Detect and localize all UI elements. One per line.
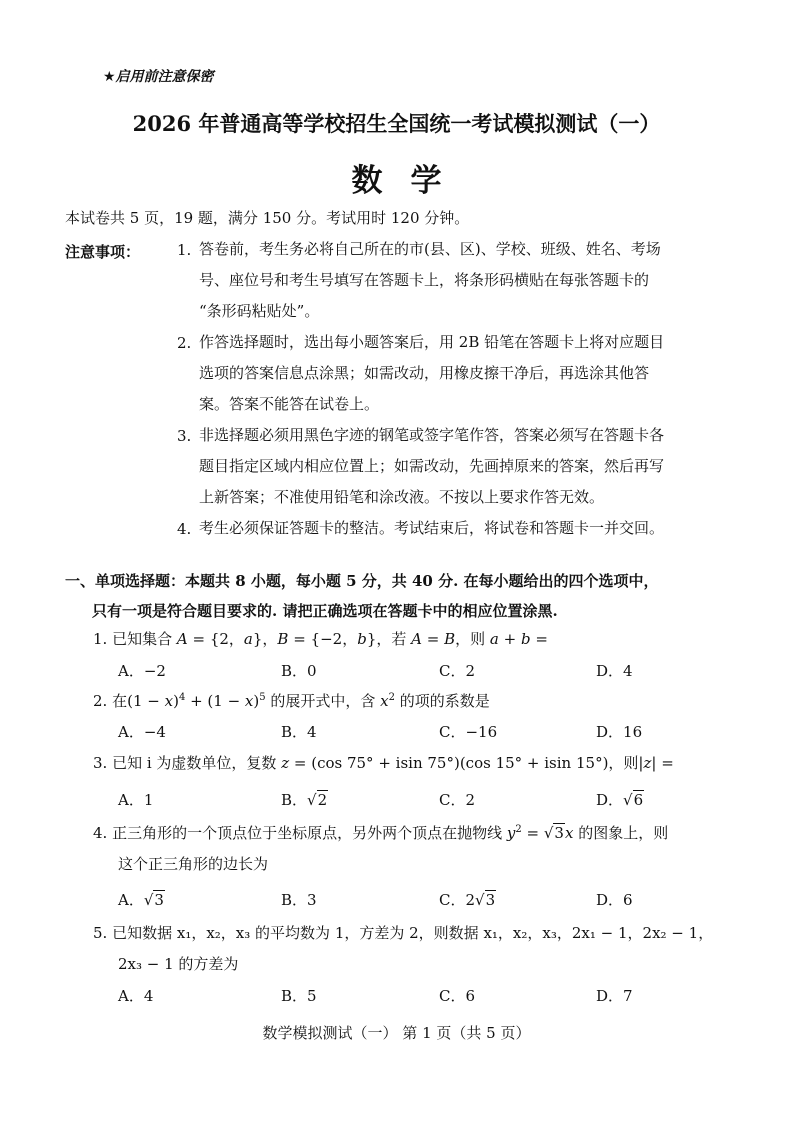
option-b: B．0 xyxy=(281,662,317,680)
page-footer: 数学模拟测试（一） 第 1 页（共 5 页） xyxy=(262,1024,531,1042)
note-number: 3. xyxy=(177,427,192,445)
question-2: 2. 在$(1 - x)^4 + (1 - x)^5$ 的展开式中，含 $x^2$ 的项的系数是 xyxy=(93,692,490,710)
note-line: “条形码粘贴处”。 xyxy=(199,302,320,320)
note-line: 案。答案不能答在试卷上。 xyxy=(199,395,380,413)
option-c: C．−16 xyxy=(439,723,498,741)
question-4: 4. 正三角形的一个顶点位于坐标原点，另外两个顶点在抛物线 $y^2 = √3x$ 的图象上，则 xyxy=(93,824,669,842)
option-d: D．16 xyxy=(596,723,643,741)
note-line: 上新答案；不准使用铅笔和涂改液。不按以上要求作答无效。 xyxy=(199,488,605,506)
exam-title: 2026 年普通高等学校招生全国统一考试模拟测试（一） xyxy=(132,111,661,136)
option-a: A．−4 xyxy=(118,723,166,741)
note-number: 1. xyxy=(177,241,192,259)
section-heading: 一、单项选择题：本题共 8 小题，每小题 5 分，共 40 分. 在每小题给出的四个选项中， xyxy=(65,572,659,590)
option-b: B．5 xyxy=(281,987,317,1005)
question-4-line2: 这个正三角形的边长为 xyxy=(118,855,269,873)
note-number: 4. xyxy=(177,520,192,538)
note-line: 选项的答案信息点涂黑；如需改动，用橡皮擦干净后，再选涂其他答 xyxy=(199,364,650,382)
confidential-mark: ★启用前注意保密 xyxy=(103,69,214,85)
notes-label: 注意事项： xyxy=(65,243,141,261)
option-b: B．4 xyxy=(281,723,317,741)
option-a: A．√3 xyxy=(118,891,164,909)
option-d: D．4 xyxy=(596,662,633,680)
exam-intro: 本试卷共 5 页，19 题，满分 150 分。考试用时 120 分钟。 xyxy=(65,209,470,227)
option-c: C．2 xyxy=(439,662,476,680)
option-b: B．3 xyxy=(281,891,317,909)
option-d: D．7 xyxy=(596,987,633,1005)
question-5: 5. 已知数据 x₁，x₂，x₃ 的平均数为 1，方差为 2，则数据 x₁，x₂，x₃，2x₁ − 1，2x₂ − 1， xyxy=(93,924,714,942)
option-d: D．6 xyxy=(596,891,633,909)
question-5-line2: 2x₃ − 1 的方差为 xyxy=(118,955,239,973)
note-item xyxy=(199,420,664,513)
question-3: 3. 已知 i 为虚数单位，复数 z = (cos 75° + isin 75°)(cos 15° + isin 15°)，则|z| = xyxy=(93,754,674,772)
note-line: 考生必须保证答题卡的整洁。考试结束后，将试卷和答题卡一并交回。 xyxy=(199,519,665,537)
option-d: D．√6 xyxy=(596,791,644,809)
note-item xyxy=(199,234,661,327)
note-item xyxy=(199,327,664,420)
note-line: 非选择题必须用黑色字迹的钢笔或签字笔作答，答案必须写在答题卡各 xyxy=(199,426,665,444)
note-line: 号、座位号和考生号填写在答题卡上，将条形码横贴在每张答题卡的 xyxy=(199,271,650,289)
option-a: A．4 xyxy=(118,987,154,1005)
option-c: C．6 xyxy=(439,987,476,1005)
section-heading-line2: 只有一项是符合题目要求的. 请把正确选项在答题卡中的相应位置涂黑. xyxy=(92,602,558,620)
note-number: 2. xyxy=(177,334,192,352)
option-a: A．1 xyxy=(118,791,154,809)
subject-title: 数学 xyxy=(351,163,470,199)
option-b: B．√2 xyxy=(281,791,328,809)
note-line: 作答选择题时，选出每小题答案后，用 2B 铅笔在答题卡上将对应题目 xyxy=(199,333,665,351)
note-item xyxy=(199,513,664,544)
option-a: A．−2 xyxy=(118,662,166,680)
note-line: 答卷前，考生务必将自己所在的市(县、区)、学校、班级、姓名、考场 xyxy=(199,240,661,258)
question-1: 1. 已知集合 A = {2，a}，B = {−2，b}，若 A = B，则 a + b = xyxy=(93,630,548,648)
option-c: C．2 xyxy=(439,791,476,809)
note-line: 题目指定区域内相应位置上；如需改动，先画掉原来的答案，然后再写 xyxy=(199,457,665,475)
option-c: C．2√3 xyxy=(439,891,496,909)
